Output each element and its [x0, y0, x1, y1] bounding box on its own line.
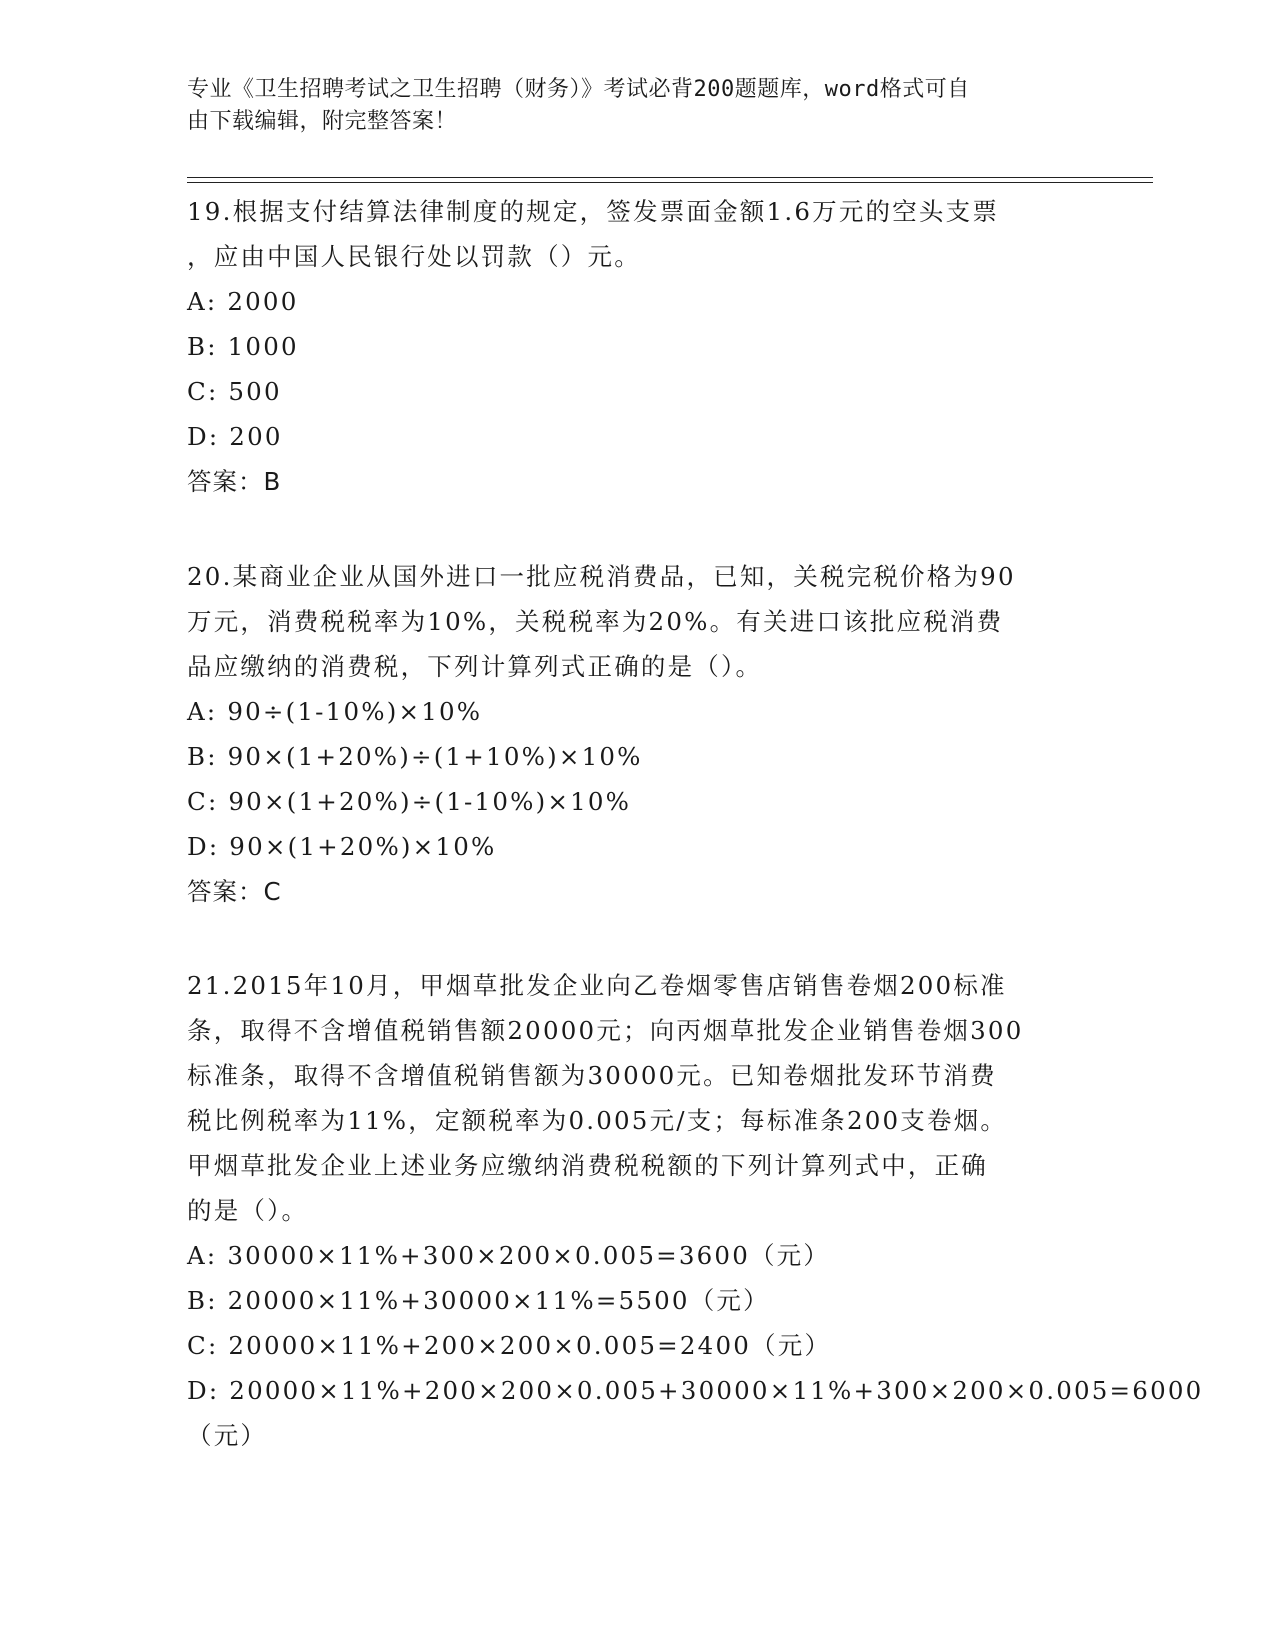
- question-19: [187, 189, 1087, 504]
- question-text-line: ，应由中国人民银行处以罚款（）元。: [187, 242, 641, 271]
- question-text-line: 税比例税率为11%，定额税率为0.005元/支；每标准条200支卷烟。: [187, 1106, 1008, 1135]
- question-text-line: 标准条，取得不含增值税销售额为30000元。已知卷烟批发环节消费: [187, 1061, 997, 1090]
- question-text-line: 甲烟草批发企业上述业务应缴纳消费税税额的下列计算列式中，正确: [187, 1151, 988, 1180]
- question-text-line: 条，取得不含增值税销售额20000元；向丙烟草批发企业销售卷烟300: [187, 1016, 1024, 1045]
- option-b: B: 1000: [187, 332, 299, 361]
- question-text-line: 20.某商业企业从国外进口一批应税消费品，已知，关税完税价格为90: [187, 562, 1016, 591]
- answer: 答案：C: [187, 877, 282, 906]
- option-a: A: 2000: [187, 287, 299, 316]
- answer: 答案：B: [187, 467, 282, 496]
- question-text-line: 的是（）。: [187, 1196, 309, 1225]
- option-d: D: 90×(1+20%)×10%: [187, 832, 497, 861]
- question-text-line: 19.根据支付结算法律制度的规定，签发票面金额1.6万元的空头支票: [187, 197, 1000, 226]
- question-20: [187, 554, 1087, 914]
- option-a: A: 30000×11%+300×200×0.005=3600（元）: [187, 1241, 831, 1270]
- header-line-1: 专业《卫生招聘考试之卫生招聘（财务）》考试必背200题题库，word格式可自: [187, 77, 970, 102]
- document-header: [187, 74, 1067, 138]
- question-text-line: 万元，消费税税率为10%，关税税率为20%。有关进口该批应税消费: [187, 607, 1004, 636]
- question-text-line: 品应缴纳的消费税，下列计算列式正确的是（）。: [187, 652, 763, 681]
- option-a: A: 90÷(1-10%)×10%: [187, 697, 483, 726]
- option-b: B: 90×(1+20%)÷(1+10%)×10%: [187, 742, 643, 771]
- option-d: D: 20000×11%+200×200×0.005+30000×11%+300×200×0.005=6000: [187, 1376, 1204, 1405]
- question-21: [187, 963, 1204, 1458]
- option-c: C: 500: [187, 377, 282, 406]
- option-d-continued: （元）: [187, 1421, 268, 1450]
- header-rule-top: [187, 177, 1153, 178]
- header-line-2: 由下载编辑，附完整答案！: [187, 109, 458, 134]
- option-c: C: 20000×11%+200×200×0.005=2400（元）: [187, 1331, 832, 1360]
- question-text-line: 21.2015年10月，甲烟草批发企业向乙卷烟零售店销售卷烟200标准: [187, 971, 1007, 1000]
- option-d: D: 200: [187, 422, 283, 451]
- header-rule-bottom: [187, 182, 1153, 183]
- option-c: C: 90×(1+20%)÷(1-10%)×10%: [187, 787, 632, 816]
- option-b: B: 20000×11%+30000×11%=5500（元）: [187, 1286, 770, 1315]
